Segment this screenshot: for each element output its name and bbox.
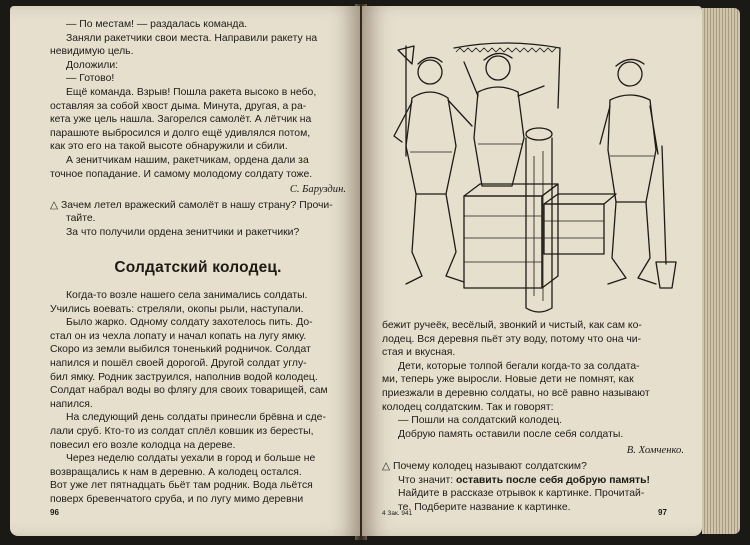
author-signature: В. Хомченко. xyxy=(626,445,684,457)
text-line: Скоро из земли выбился тоненький родничок. Солдат xyxy=(50,344,311,356)
text-line: — Пошли на солдатский колодец. xyxy=(398,415,563,427)
log-drawing xyxy=(526,128,552,312)
text-line: как это его на такой высоте обнаружили и сбили. xyxy=(50,141,288,153)
question-line: те. Подберите название к картинке. xyxy=(398,501,571,513)
right-text xyxy=(382,319,684,514)
text-line: Доложили: xyxy=(66,59,119,71)
text-line: парашюте выбросился и долго ещё удивлялся потом, xyxy=(50,127,311,139)
text-line: возвращались к нам в деревню. А колодец остался. xyxy=(50,466,302,478)
text-line: Заняли ракетчики свои места. Направили ракету на xyxy=(66,32,318,44)
triangle-icon: △ xyxy=(50,199,58,211)
crates-drawing xyxy=(464,184,616,288)
text-line: Солдат набрал воды во флягу для своих товарищей, сам xyxy=(50,385,328,397)
text-line: невидимую цель. xyxy=(50,46,134,58)
soldier-with-axe-drawing xyxy=(394,46,472,284)
author-signature: С. Баруздин. xyxy=(289,184,346,196)
page-number: 96 xyxy=(50,508,59,517)
text-line: Учились воевать: стреляли, окопы рыли, наступали. xyxy=(50,303,304,315)
print-signature: 4 Зак. 941 xyxy=(382,510,413,517)
text-line: повесил его возле колодца на дереве. xyxy=(50,439,236,451)
question-line: Найдите в рассказе отрывок к картинке. Прочитай- xyxy=(398,488,645,500)
text-line: Когда-то возле нашего села занимались солдаты. xyxy=(66,290,308,301)
text-line: точное попадание. И самому молодому солдату тоже. xyxy=(50,168,313,180)
question-line: За что получили ордена зенитчики и ракетчики? xyxy=(66,226,300,238)
text-line: бил ямку. Родник заструился, наполнив водой колодец. xyxy=(50,371,318,383)
text-line: приезжали в деревню солдаты, но всё равно называют xyxy=(382,387,650,399)
text-line: Вот уже лет пятнадцать бьёт там родник. Вода льётся xyxy=(50,480,313,492)
text-line: Через неделю солдаты уехали в город и больше не xyxy=(66,453,316,465)
text-line: лодец. Вся деревня пьёт эту воду, потому что она чи- xyxy=(382,333,642,345)
question-line: △ Зачем летел вражеский самолёт в нашу страну? Прочи- xyxy=(50,199,333,211)
text-line: кета уже цель нашла. Загорелся самолёт. А лётчик на xyxy=(50,114,312,126)
text-line: лали сруб. Кто-то из солдат сплёл ковшик из бересты, xyxy=(50,425,314,437)
soldier-with-shovel-drawing xyxy=(600,59,676,288)
text-line: На следующий день солдаты принесли брёвна и сде- xyxy=(66,412,326,424)
question-line: тайте. xyxy=(66,213,96,225)
soldiers-illustration xyxy=(376,26,688,316)
text-line: стал он из чехла лопату и начал копать на лугу ямку. xyxy=(50,330,307,342)
text-line: — Готово! xyxy=(66,73,115,85)
page-number: 97 xyxy=(658,508,667,517)
text-line: напился и пошёл своей дорогой. Другой солдат углу- xyxy=(50,357,307,369)
text-line: напился. xyxy=(50,398,93,410)
story-text xyxy=(50,289,346,507)
text-line: оставляя за собой хвост дыма. Минута, другая, а ра- xyxy=(50,100,307,112)
page-edges xyxy=(702,8,740,534)
text-line: Ещё команда. Взрыв! Пошла ракета высоко в небо, xyxy=(66,86,317,98)
triangle-icon: △ xyxy=(382,460,390,472)
question-line: Что значит: оставить после себя добрую память! xyxy=(398,474,650,486)
text-line: — По местам! — раздалась команда. xyxy=(66,19,248,30)
text-line: бежит ручеёк, весёлый, звонкий и чистый, как сам ко- xyxy=(382,320,642,331)
left-top-text xyxy=(50,18,346,240)
text-line: Добрую память оставили после себя солдаты. xyxy=(398,428,624,440)
question-line: △ Почему колодец называют солдатским? xyxy=(382,460,587,472)
text-line: стая и вкусная. xyxy=(382,347,456,359)
text-line: поверх бревенчатого сруба, и по лугу мимо деревни xyxy=(50,493,304,505)
right-page xyxy=(362,6,702,536)
story-title: Солдатский колодец. xyxy=(114,259,282,276)
text-line: ми, теперь уже выросли. Новые дети не помнят, как xyxy=(382,374,634,386)
text-line: колодец солдатским. Так и говорят: xyxy=(382,401,554,413)
left-page xyxy=(10,6,360,536)
text-line: Было жарко. Одному солдату захотелось пить. До- xyxy=(66,317,313,329)
soldier-middle-drawing xyxy=(464,53,544,186)
text-line: Дети, которые толпой бегали когда-то за солдата- xyxy=(398,360,640,372)
text-line: А зенитчикам нашим, ракетчикам, ордена дали за xyxy=(66,154,309,166)
